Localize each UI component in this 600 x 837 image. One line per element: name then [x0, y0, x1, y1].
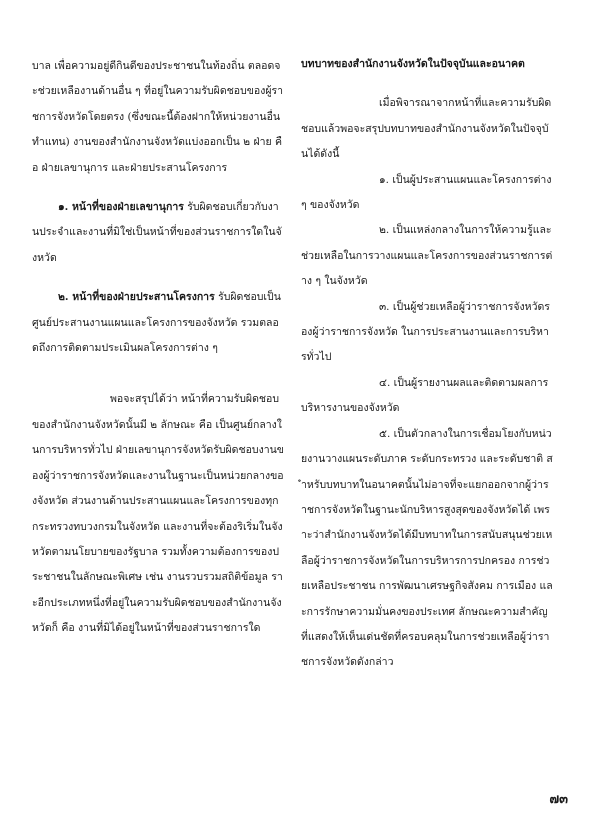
right-heading: บทบาทของสำนักงานจังหวัดในปัจจุบันและอนาคต [301, 58, 525, 70]
role-item-1: ๑. เป็นผู้ประสานแผนและโครงการต่าง ๆ ของจังหวัด [301, 173, 552, 212]
role-item-4: ๔. เป็นผู้รายงานผลและติดตามผลการบริหารงานของจังหวัด [301, 376, 549, 415]
section-1-paragraph [32, 195, 284, 271]
left-paragraph-1: บาล เพื่อความอยู่ดีกินดีของประชาชนในท้องถิ่น ตลอดจะช่วยเหลืองานด้านอื่น ๆ ที่อยู่ในความรับผิดชอบของผู้ราชการจังหวัดโดยตรง (ซึ่งขณะนี้ต้องฝากให้หน่วยงานอื่นทำแทน) งานของสำนักงานจังหวัดแบ่งออกเป็น ๒ ฝ่าย คือ ฝ่ายเลขานุการ และฝ่ายประสานโครงการ [32, 60, 284, 174]
section-1-body: รับผิดชอบเกี่ยวกับงานประจำและงานที่มิใช่เป็นหน้าที่ของส่วนราชการใดในจังหวัด [32, 201, 282, 264]
section-2-paragraph [32, 285, 284, 361]
page-number: ๗๓ [549, 792, 568, 807]
section-2-title: ๒. หน้าที่ของฝ่ายประสานโครงการ [58, 291, 215, 304]
left-column [32, 54, 284, 642]
right-intro: เมื่อพิจารณาจากหน้าที่และความรับผิดชอบแล้วพอจะสรุปบทบาทของสำนักงานจังหวัดในปัจจุบันได้ดังนี้ [301, 97, 552, 161]
left-paragraph-summary: พอจะสรุปได้ว่า หน้าที่ความรับผิดชอบของสำนักงานจังหวัดนั้นมี ๒ ลักษณะ คือ เป็นศูนย์กลางในการบริหารทั่วไป ฝ่ายเลขานุการจังหวัดรับผิดชอบงานของผู้ว่าราชการจังหวัดและงานในฐานะเป็นหน่วยกลางของจังหวัด ส่วนงานด้านประสานแผนและโครงการของทุกกระทรวงทบวงกรมในจังหวัด และงานที่จะต้องริเริ่มในจังหวัดตามนโยบายของรัฐบาล รวมทั้งความต้องการของประชาชนในลักษณะพิเศษ เช่น งานรวบรวมสถิติข้อมูล ราะอีกประเภทหนึ่งที่อยู่ในความรับผิดชอบของสำนักงานจังหวัดก็ คือ งานที่มิได้อยู่ในหน้าที่ของส่วนราชการใด [32, 393, 284, 635]
role-item-3: ๓. เป็นผู้ช่วยเหลือผู้ว่าราชการจังหวัดรองผู้ว่าราชการจังหวัด ในการประสานงานและการบริหารทั่วไป [301, 300, 550, 364]
right-column [301, 52, 553, 676]
section-2-body: รับผิดชอบเป็นศูนย์ประสานงานแผนและโครงการของจังหวัด รวมตลอดถึงการติดตามประเมินผลโครงการต่าง ๆ [32, 291, 281, 355]
role-item-5: ๕. เป็นตัวกลางในการเชื่อมโยงกับหน่วยงานวางแผนระดับภาค ระดับกระทรวง และระดับชาติ สำหรับบทบาทในอนาคตนั้นไม่อาจที่จะแยกออกจากผู้ว่าราชการจังหวัดในฐานะนักบริหารสูงสุดของจังหวัดได้ เพราะว่าสำนักงานจังหวัดได้มีบทบาทในการสนับสนุนช่วยเหลือผู้ว่าราชการจังหวัดในการบริหารการปกครอง การช่วยเหลือประชาชน การพัฒนาเศรษฐกิจสังคม การเมือง และการรักษาความมั่นคงของประเทศ ลักษณะความสำคัญที่แสดงให้เห็นเด่นชัดที่ครอบคลุมในการช่วยเหลือผู้ว่าราชการจังหวัดดังกล่าว [301, 427, 553, 669]
section-1-title: ๑. หน้าที่ของฝ่ายเลขานุการ [58, 201, 184, 214]
role-item-2: ๒. เป็นแหล่งกลางในการให้ความรู้และช่วยเหลือในการวางแผนและโครงการของส่วนราชการต่าง ๆ ในจังหวัด [301, 224, 553, 288]
